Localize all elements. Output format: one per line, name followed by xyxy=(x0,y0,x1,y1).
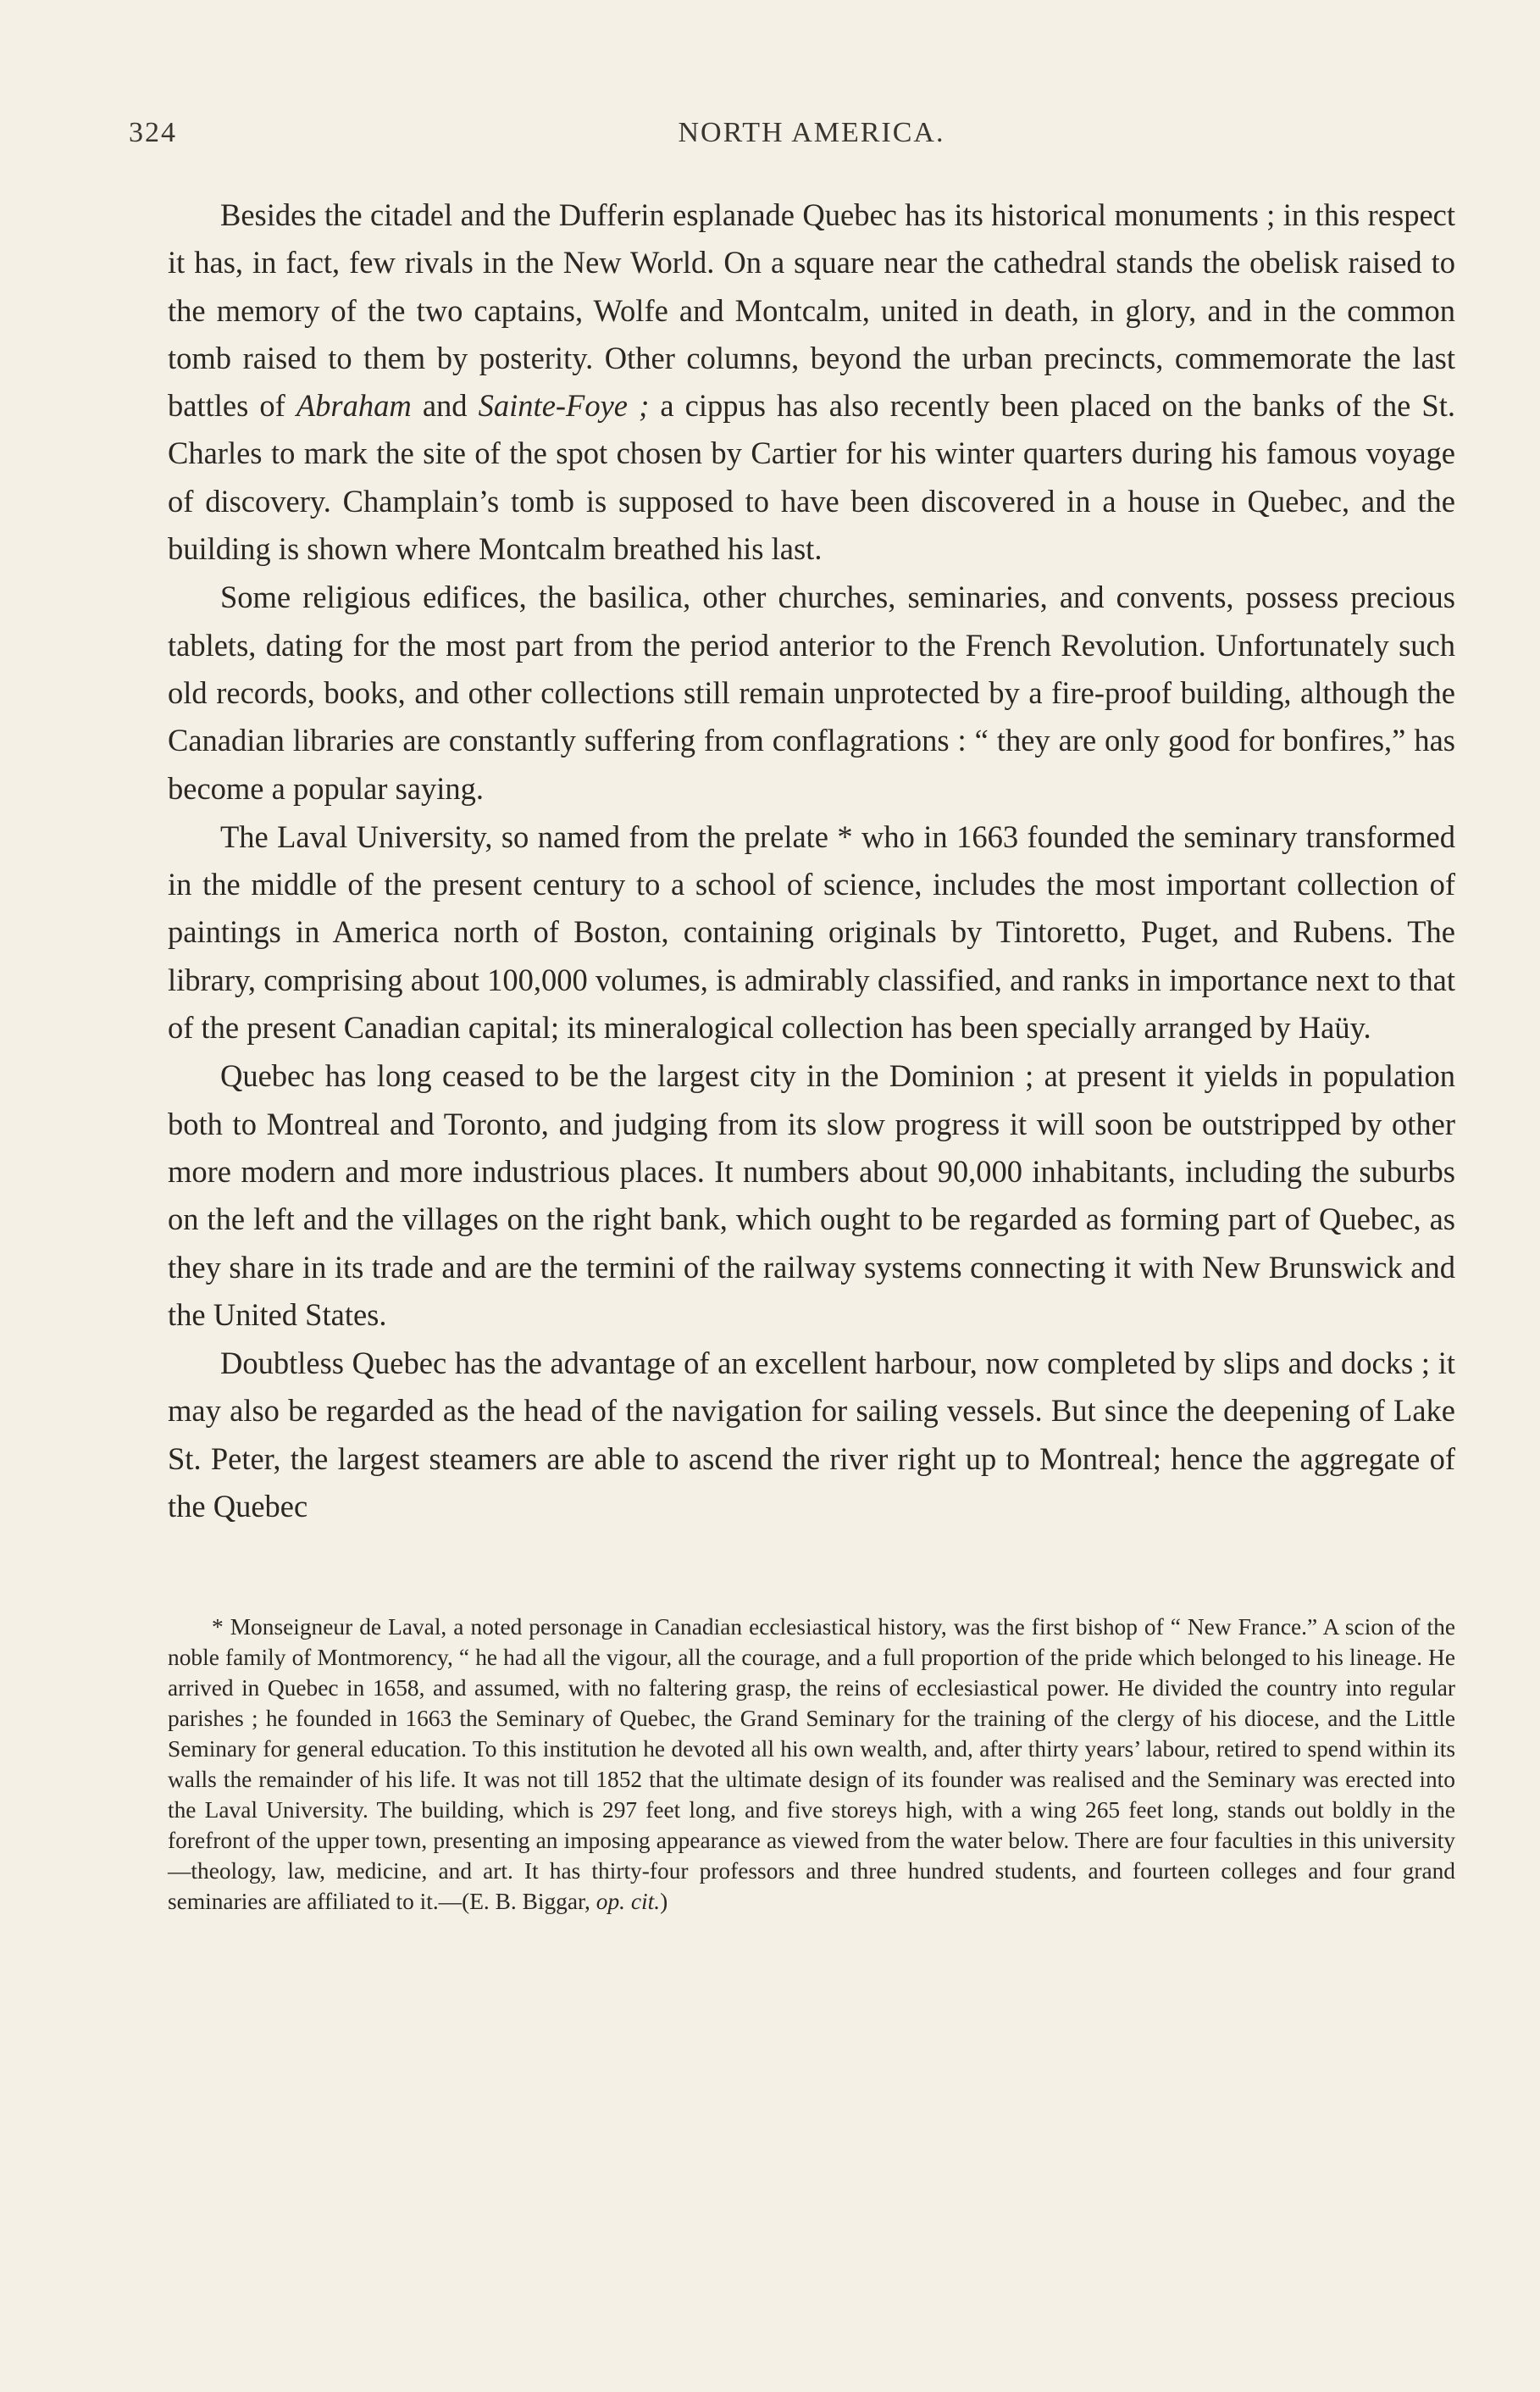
text-segment: Doubtless Quebec has the advantage of an excellent harbour, now completed by slips and docks ; it may also be regarded as the head of the navigation for sailing vessels. But since the deepening of Lake St. Peter, the largest steamers are able to ascend the river right up to Montreal; hence the aggregate of the Quebec xyxy=(168,1346,1455,1524)
footnote xyxy=(168,1612,1455,1917)
page-number: 324 xyxy=(129,117,177,148)
text-segment: Some religious edifices, the basilica, other churches, seminaries, and convents, possess precious tablets, dating for the most part from the period anterior to the French Revolution. Unfortunately such old records, books, and other collections still remain unprotected by a fire-proof building, although the Canadian libraries are constantly suffering from conflagrations : “ they are only good for bonfires,” has become a popular saying. xyxy=(168,580,1455,806)
paragraph-population xyxy=(168,1052,1455,1339)
body-text xyxy=(168,191,1455,1530)
text-segment: Quebec has long ceased to be the largest city in the Dominion ; at present it yields in population both to Montreal and Toronto, and judging from its slow progress it will soon be outstripped by other more modern and more industrious places. It numbers about 90,000 inhabitants, including the suburbs on the left and the villages on the right bank, which ought to be regarded as forming part of Quebec, as they share in its trade and are the termini of the railway systems connecting it with New Brunswick and the United States. xyxy=(168,1058,1455,1332)
text-segment: and xyxy=(411,388,479,424)
book-page xyxy=(129,110,1455,1917)
text-segment: The Laval University, so named from the prelate * who in 1663 founded the seminary transformed in the middle of the present century to a school of science, includes the most important collection of paintings in America north of Boston, containing originals by Tintoretto, Puget, and Rubens. The library, comprising about 100,000 volumes, is admirably classified, and ranks in importance next to that of the present Canadian capital; its mineralogical collection has been specially arranged by Haüy. xyxy=(168,819,1455,1046)
paragraph-harbour xyxy=(168,1340,1455,1530)
footnote-citation: op. cit. xyxy=(596,1889,661,1915)
italic-place-name: Abraham xyxy=(296,388,412,424)
italic-place-name: Sainte-Foye ; xyxy=(478,388,650,424)
paragraph-laval-university xyxy=(168,813,1455,1052)
footnote-text: * Monseigneur de Laval, a noted personage in Canadian ecclesiastical history, was the first bishop of “ New France.” A scion of the noble family of Montmorency, “ he had all the vigour, all the courage, and a full proportion of the pride which belonged to his lineage. He arrived in Quebec in 1658, and assumed, with no faltering grasp, the reins of ecclesiastical power. He divided the country into regular parishes ; he founded in 1663 the Seminary of Quebec, the Grand Seminary for the training of the clergy of his diocese, and the Little Seminary for general education. To this institution he devoted all his own wealth, and, after thirty years’ labour, retired to spend within its walls the remainder of his life. It was not till 1852 that the ultimate design of its founder was realised and the Seminary was erected into the Laval University. The building, which is 297 feet long, and five storeys high, with a wing 265 feet long, stands out boldly in the forefront of the upper town, presenting an imposing appearance as viewed from the water below. There are four faculties in this university—theology, law, medicine, and art. It has thirty-four professors and three hundred students, and fourteen colleges and four grand seminaries are affiliated to it.—(E. B. Biggar, xyxy=(168,1614,1455,1915)
paragraph-monuments xyxy=(168,191,1455,573)
text-segment: Besides the citadel and the Dufferin esplanade Quebec has its historical monuments ; in this respect it has, in fact, few rivals in the New World. On a square near the cathedral stands the obelisk raised to the memory of the two captains, Wolfe and Montcalm, united in death, in glory, and in the common tomb raised to them by posterity. Other columns, beyond the urban precincts, commemorate the last battles of xyxy=(168,197,1455,424)
text-segment: a cippus has also recently been placed on the banks of the St. Charles to mark the site of the spot chosen by Cartier for his winter quarters during his famous voyage of discovery. Champlain’s tomb is supposed to have been discovered in a house in Quebec, and the building is shown where Montcalm breathed his last. xyxy=(168,388,1455,567)
page-header xyxy=(129,110,1455,161)
running-head: NORTH AMERICA. xyxy=(678,117,945,148)
paragraph-religious-edifices xyxy=(168,574,1455,812)
footnote-text: ) xyxy=(660,1889,668,1915)
